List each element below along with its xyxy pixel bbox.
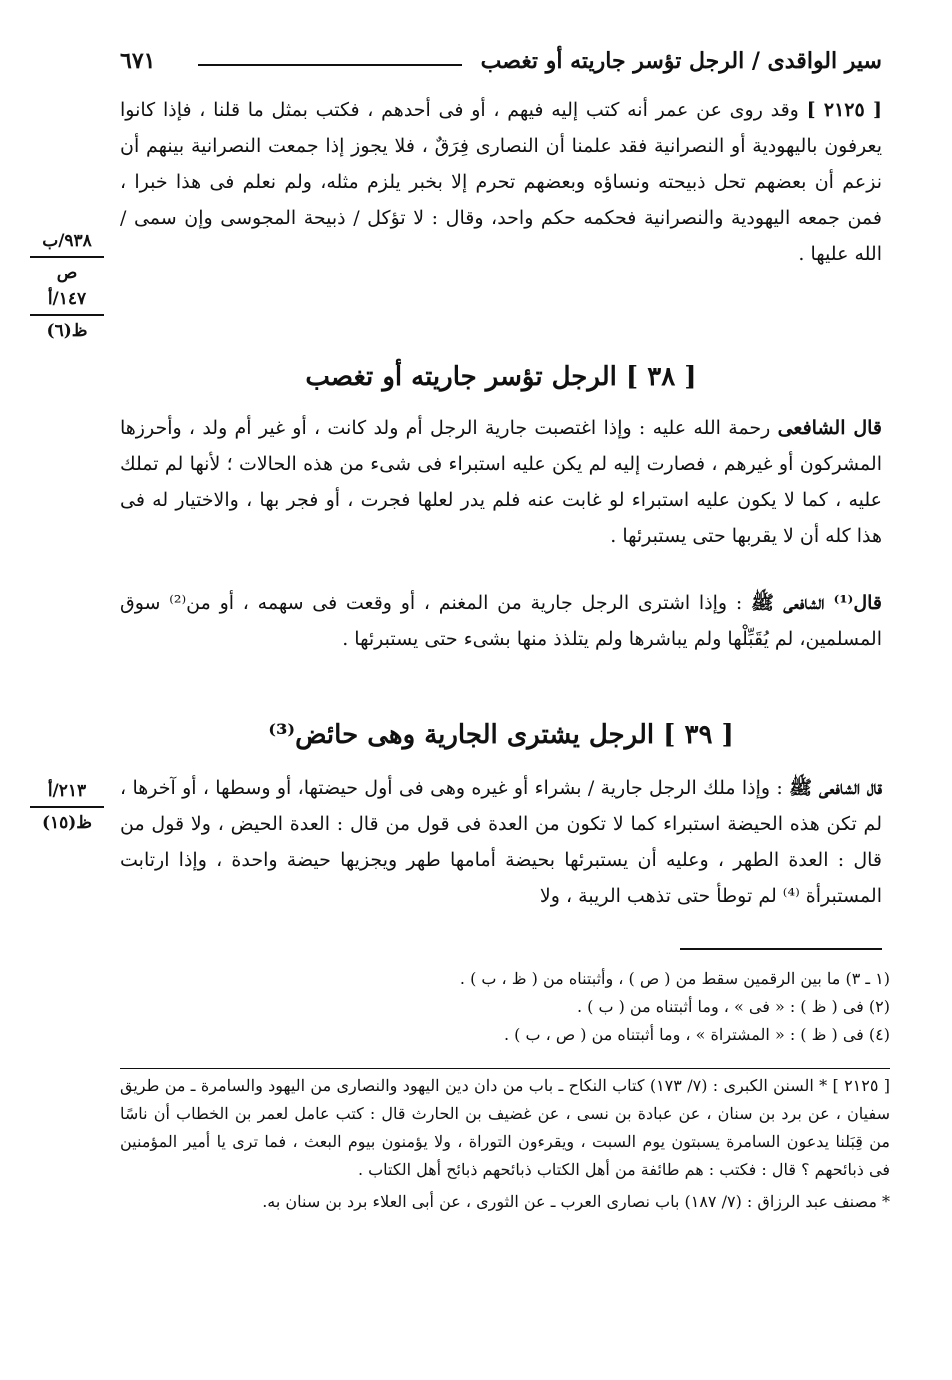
margin-note-manuscript-refs [22,228,112,344]
paragraph-number: [ ٢١٢٥ ] [806,99,882,121]
margin-ref: ١٤٧/أ [47,289,87,309]
margin-rule [30,806,104,808]
margin-rule [30,314,104,316]
paragraph-text: : وإذا ملك الرجل جارية / بشراء أو غيره وهى فى أول حيضتها، أو وسطها ، أو آخرها ، لم تكن هذه الحيضة استبراء كما لا تكون من العدة فى قول من قال : العدة الحيض ، ولا قول من قال : العدة الطهر ، وعليه أن يستبرئها بحيضة أمامها طهر ويجزيها حيضة واحدة ، وإذا ارتابت المستبرأة ⁽⁴⁾ لم توطأ حتى تذهب الريبة ، ولا [120,777,882,907]
paragraph-2125 [120,92,882,272]
margin-ref: ظ(١٥) [41,813,93,833]
page-number: ٦٧١ [120,48,156,74]
running-title: سير الواقدى / الرجل تؤسر جاريته أو تغصب [480,48,882,74]
paragraph-38b [120,585,882,657]
paragraph-38a [120,410,882,554]
paragraph-39 [120,770,882,914]
footnotes [120,965,890,1049]
footnote: (١ ـ ٣) ما بين الرقمين سقط من ( ص ) ، وأثبتناه من ( ظ ، ب ) . [459,969,890,988]
margin-note-manuscript-refs-2 [22,778,112,836]
footnote: (٤) فى ( ظ ) : « المشتراة » ، وما أثبتناه من ( ص ، ب ) . [503,1025,890,1044]
paragraph-text: وقد روى عن عمر أنه كتب إليه فيهم ، أو فى أحدهم ، فكتب بمثل ما قلنا ، فإذا كانوا يعرفون باليهودية أو النصرانية فقد علمنا أن النصارى فِرَقٌ ، فلا يجوز إذا جمعت النصرانية بينهم أن نزعم أن بعضهم تحل ذبيحته ونساؤه وبعضهم تحرم إلا بخبر يلزم مثله، ولم نعلم فى هذا خبرا ، فمن جمعه اليهودية والنصرانية فحكمه حكم واحد، وقال : لا تؤكل / ذبيحة المجوسى وإن سمى / الله عليها . [120,99,882,265]
sources-rule [120,1068,890,1069]
paragraph-text: : وإذا اشترى الرجل جارية من المغنم ، أو وقعت فى سهمه ، أو من⁽²⁾ سوق المسلمين، لم يُقَبِّلْها ولم يباشرها ولم يتلذذ منها بشىء حتى يستبرئها . [120,592,882,650]
paragraph-text: رحمة الله عليه : وإذا اغتصبت جارية الرجل أم ولد كانت ، أو غير أم ولد ، وأحرزها المشركون أو غيرهم ، فصارت إليه لم يكن عليه استبراء فى شىء من هذه الحالات ؛ لأنها لم تملك عليه ، كما لا يكون عليه استبراء لو غابت عنه فلم يدر لعلها فجرت ، أو فجر بها ، والاختيار له فى هذا كله أن لا يقربها حتى يستبرئها . [120,417,882,547]
section-heading-39: [ ٣٩ ] الرجل يشترى الجارية وهى حائض⁽³⁾ [268,720,734,750]
running-header [120,44,882,84]
speaker-lead: قال الشافعى [777,417,883,439]
speaker-lead: قال الشافعى ﷺ [789,777,882,799]
margin-ref: ٢١٣/أ [47,781,87,801]
source-entry: [ ٢١٢٥ ] * السنن الكبرى : (٧/ ١٧٣) كتاب النكاح ـ باب من دان دين اليهود والنصارى من اليهود والسامرة ـ من طريق سفيان ، عن برد بن سنان ، عن عبادة بن نسى ، عن غضيف بن الحارث قال : كتب عامل لعمر بن الخطاب أن ناسًا من قِبَلنا يدعون السامرة يسبتون يوم السبت ، ويقرءون التوراة ، ولا يؤمنون بيوم البعث ، فما ترى يا أمير المؤمنين فى ذبائحهم ؟ قال : فكتب : هم طائفة من أهل الكتاب ذبائحهم ذبائح أهل الكتاب . [120,1076,891,1179]
margin-ref: ص [56,263,78,283]
footnote: (٢) فى ( ظ ) : « فى » ، وما أثبتناه من ( ب ) . [576,997,890,1016]
margin-rule [30,256,104,258]
margin-ref: ظ(٦) [46,321,88,341]
footnote-rule [680,948,882,950]
section-heading-38: [ ٣٨ ] الرجل تؤسر جاريته أو تغصب [305,362,697,392]
source-entry: * مصنف عبد الرزاق : (٧/ ١٨٧) باب نصارى العرب ـ عن الثورى ، عن أبى العلاء برد بن سنان به. [262,1192,890,1211]
speaker-lead: قال⁽¹⁾ الشافعى ﷺ [751,592,882,614]
source-references [120,1072,890,1216]
margin-ref: ٩٣٨/ب [42,231,92,251]
header-rule [198,64,462,66]
